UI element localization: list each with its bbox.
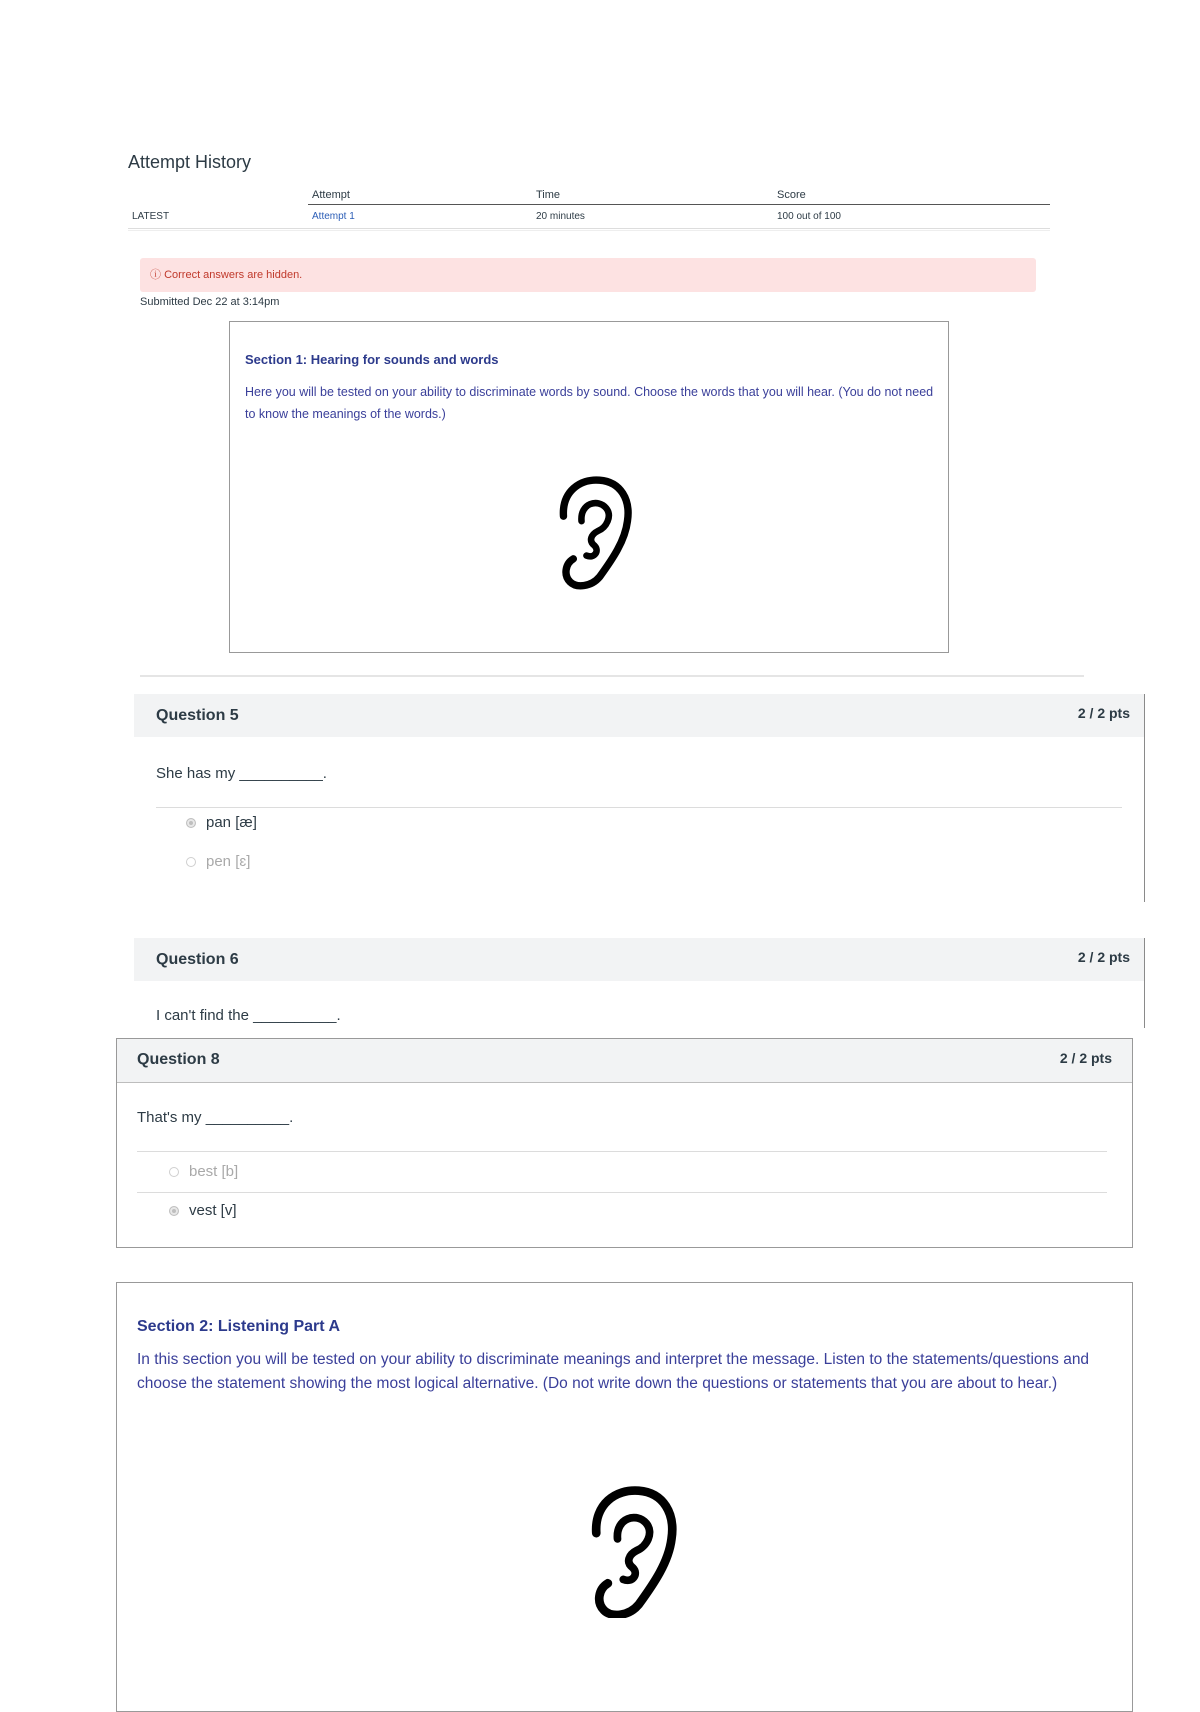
option-label: best [b]	[189, 1163, 239, 1180]
question-6-text: I can't find the __________.	[156, 1007, 341, 1024]
attempt-score: 100 out of 100	[773, 205, 1050, 229]
question-5-option-pen[interactable]	[186, 853, 250, 870]
radio-selected-icon[interactable]	[186, 818, 196, 828]
radio-selected-icon[interactable]	[169, 1206, 179, 1216]
attempt-history-title: Attempt History	[128, 152, 252, 172]
attempt-link[interactable]: Attempt 1	[312, 211, 355, 222]
radio-empty-icon[interactable]	[186, 857, 196, 867]
option-label: pan [æ]	[206, 814, 257, 831]
submitted-timestamp: Submitted Dec 22 at 3:14pm	[140, 296, 280, 308]
option-label: pen [ɛ]	[206, 853, 251, 870]
question-6-header	[134, 938, 1144, 981]
question-8-card	[116, 1038, 1133, 1248]
divider	[128, 230, 1050, 231]
ear-icon	[552, 472, 634, 590]
divider	[140, 675, 1084, 677]
question-6-card	[134, 938, 1145, 1028]
question-5-card	[134, 694, 1145, 902]
section-1-description: Here you will be tested on your ability to discriminate words by sound. Choose the words that you will hear. (You do not need to know the meanings of the words.)	[245, 385, 934, 421]
question-5-points: 2 / 2 pts	[1077, 705, 1130, 721]
attempt-time: 20 minutes	[532, 205, 773, 229]
alert-text: Correct answers are hidden.	[164, 269, 303, 281]
radio-empty-icon[interactable]	[169, 1167, 179, 1177]
column-header-status	[128, 186, 308, 205]
ear-icon	[576, 1483, 686, 1618]
section-2-title: Section 2: Listening Part A	[137, 1318, 340, 1335]
question-5-text: She has my __________.	[156, 765, 327, 782]
table-row	[128, 205, 1050, 229]
question-8-header	[117, 1039, 1132, 1083]
section-1-title: Section 1: Hearing for sounds and words	[245, 352, 499, 367]
info-icon: ⓘ	[150, 269, 165, 281]
column-header-time: Time	[532, 186, 773, 205]
question-8-option-vest[interactable]	[169, 1202, 237, 1219]
section-1-box	[229, 321, 949, 653]
question-5-header	[134, 694, 1144, 737]
divider	[137, 1192, 1107, 1193]
question-6-title: Question 6	[156, 951, 239, 968]
question-8-points: 2 / 2 pts	[1059, 1050, 1112, 1066]
question-6-points: 2 / 2 pts	[1077, 949, 1130, 965]
attempt-history-table	[128, 186, 1050, 229]
question-5-title: Question 5	[156, 707, 239, 724]
attempt-status: LATEST	[128, 205, 308, 229]
section-2-box	[116, 1282, 1133, 1712]
divider	[137, 1151, 1107, 1152]
hidden-answers-alert	[140, 258, 1036, 292]
question-5-option-pan[interactable]	[186, 814, 257, 831]
option-label: vest [v]	[189, 1202, 237, 1219]
section-2-description: In this section you will be tested on your ability to discriminate meanings and interpret the message. Listen to the statements/questions and choose the statement showing the most logical alternative. (Do not write down the questions or statements that you are about to hear.)	[137, 1351, 1090, 1392]
column-header-attempt: Attempt	[308, 186, 532, 205]
question-8-option-best[interactable]	[169, 1163, 238, 1180]
divider	[156, 807, 1122, 808]
column-header-score: Score	[773, 186, 1050, 205]
question-8-title: Question 8	[137, 1051, 220, 1068]
question-8-text: That's my __________.	[137, 1109, 294, 1126]
